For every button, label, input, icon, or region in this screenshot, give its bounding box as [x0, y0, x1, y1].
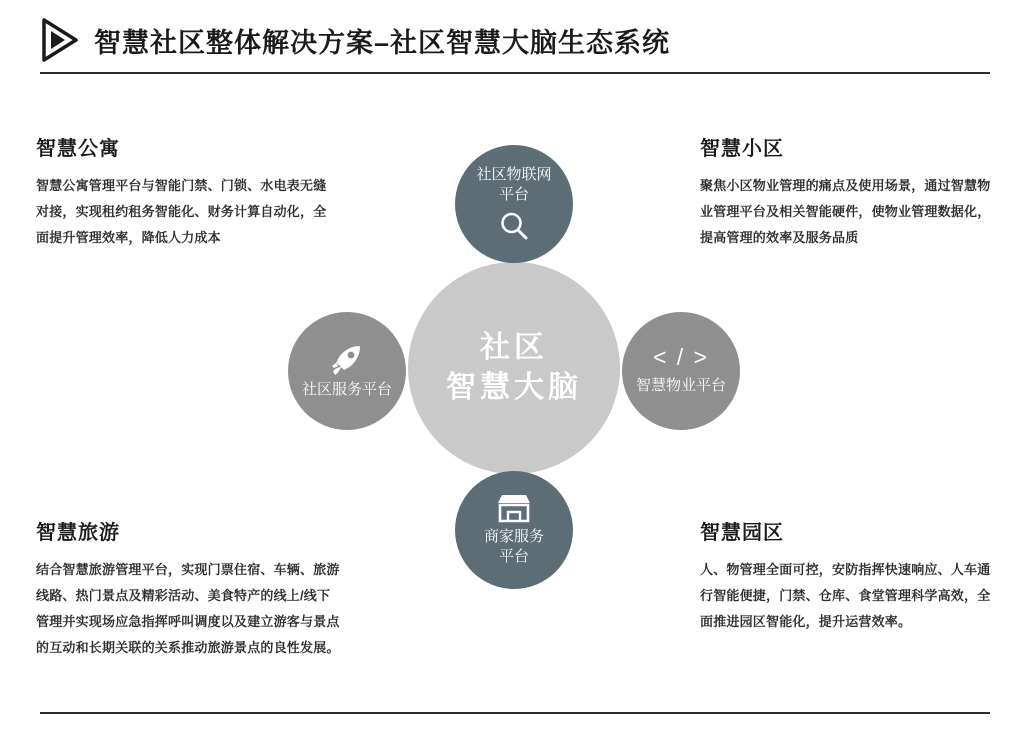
hub-label-line1: 社区	[480, 330, 548, 364]
block-smart-park	[700, 516, 996, 635]
magnifier-icon	[497, 209, 531, 243]
rocket-icon	[328, 342, 366, 378]
node-label-line1: 智慧物业平台	[635, 376, 726, 394]
block-smart-community	[700, 132, 996, 251]
block-title: 智慧小区	[700, 138, 784, 160]
block-title: 智慧公寓	[36, 138, 120, 160]
hub-community-brain	[408, 262, 620, 474]
block-smart-tourism	[36, 516, 342, 661]
block-body: 结合智慧旅游管理平台，实现门票住宿、车辆、旅游线路、热门景点及精彩活动、美食特产的线上/线下管理并实现场应急指挥呼叫调度以及建立游客与景点的互动和长期关联的关系推动旅游景点的良性发展。	[36, 562, 340, 655]
node-label-line2: 平台	[498, 548, 529, 565]
node-label-line1: 商家服务	[483, 527, 544, 545]
block-smart-apartment	[36, 132, 336, 251]
hub-label-line2: 智慧大脑	[446, 371, 582, 404]
code-brackets-icon: < / >	[652, 343, 710, 370]
block-body: 聚焦小区物业管理的痛点及使用场景，通过智慧物业管理平台及相关智能硬件，使物业管理数据化，提高管理的效率及服务品质	[700, 178, 991, 245]
block-body: 人、物管理全面可控，安防指挥快速响应、人车通行智能便捷，门禁、仓库、食堂管理科学高效，全面推进园区智能化，提升运营效率。	[700, 562, 991, 629]
node-label-line1: 社区服务平台	[301, 380, 392, 398]
node-label-line2: 平台	[498, 186, 529, 203]
block-title: 智慧旅游	[36, 522, 120, 544]
node-label-line1: 社区物联网	[476, 165, 552, 183]
storefront-icon	[494, 493, 534, 525]
node-iot-platform[interactable]	[455, 145, 573, 263]
node-community-service-platform[interactable]	[288, 312, 406, 430]
block-title: 智慧园区	[700, 522, 784, 544]
page-title: 智慧社区整体解决方案–社区智慧大脑生态系统	[94, 27, 671, 58]
node-merchant-service-platform[interactable]	[455, 471, 573, 589]
node-smart-property-platform[interactable]	[622, 312, 740, 430]
block-body: 智慧公寓管理平台与智能门禁、门锁、水电表无缝对接，实现租约租务智能化、财务计算自动化，全面提升管理效率，降低人力成本	[36, 178, 327, 245]
